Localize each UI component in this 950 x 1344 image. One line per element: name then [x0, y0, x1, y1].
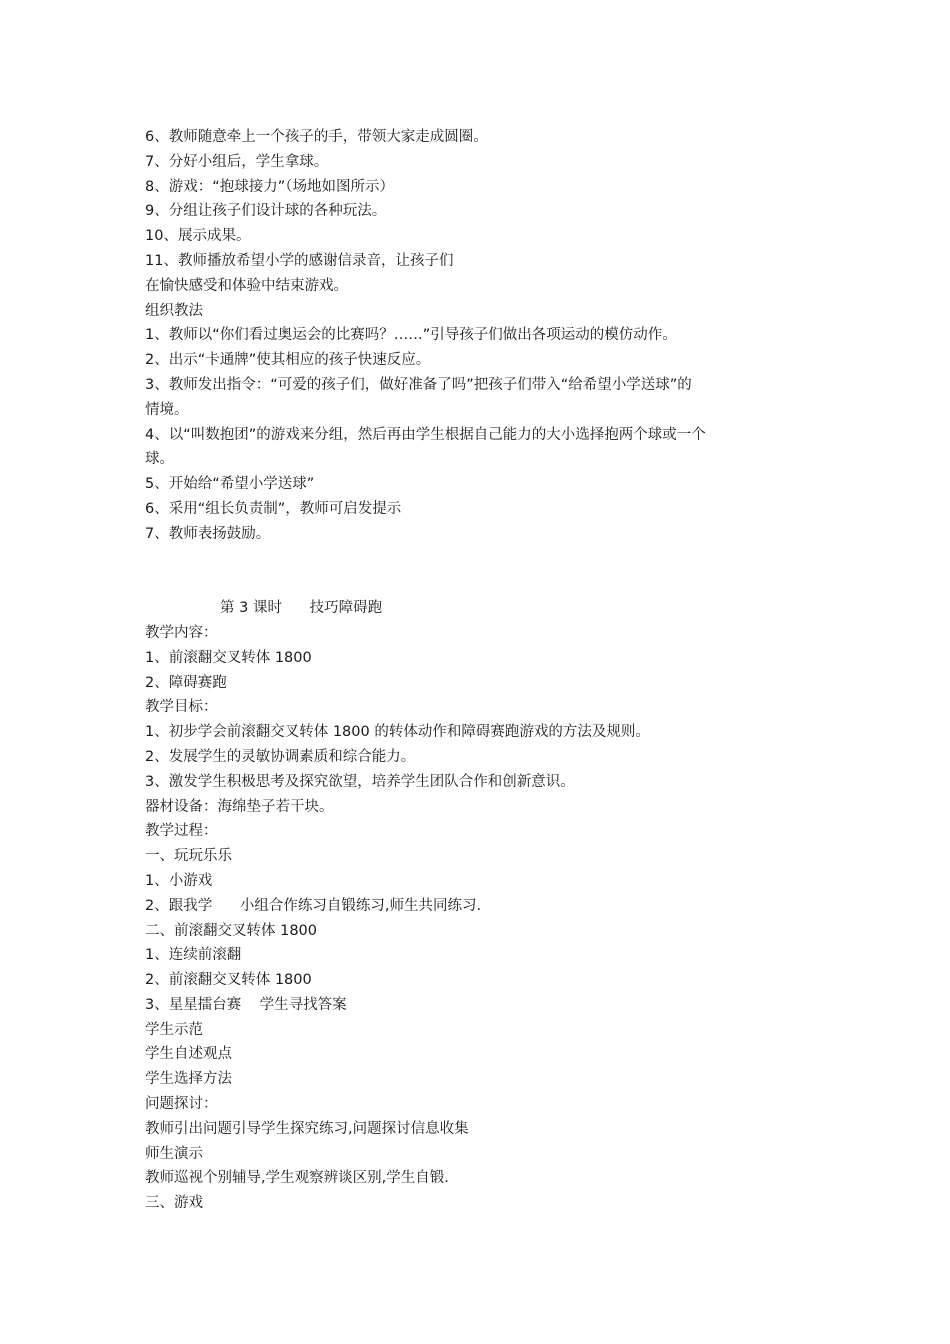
text-line: 3、教师发出指令：“可爱的孩子们，做好准备了吗”把孩子们带入“给希望小学送球”的	[145, 376, 692, 393]
text-line: 9、分组让孩子们设计球的各种玩法。	[145, 203, 387, 220]
section-organization	[145, 125, 825, 547]
text-line: 组织教法	[145, 302, 203, 319]
text-line: 学生选择方法	[145, 1071, 232, 1088]
text-line: 1、小游戏	[145, 872, 213, 889]
text-line: 二、前滚翻交叉转体 1800	[145, 922, 318, 939]
text-line: 教学内容：	[145, 624, 218, 641]
section-spacer	[145, 547, 825, 597]
text-line: 问题探讨：	[145, 1096, 218, 1113]
lesson-title: 第 3 课时 技巧障碍跑	[220, 600, 383, 617]
text-line: 10、展示成果。	[145, 228, 251, 245]
text-line: 2、出示“卡通牌”使其相应的孩子快速反应。	[145, 352, 431, 369]
text-line: 教学目标：	[145, 699, 218, 716]
text-line: 5、开始给“希望小学送球”	[145, 476, 315, 493]
text-line: 球。	[145, 451, 174, 468]
text-line: 教学过程：	[145, 823, 218, 840]
text-line: 6、教师随意牵上一个孩子的手，带领大家走成圆圈。	[145, 129, 488, 145]
text-line: 3、星星擂台赛 学生寻找答案	[145, 996, 347, 1013]
text-line: 2、跟我学 小组合作练习自锻练习,师生共同练习.	[145, 897, 482, 914]
text-line: 1、教师以“你们看过奥运会的比赛吗？……”引导孩子们做出各项运动的模仿动作。	[145, 327, 677, 344]
document-body	[145, 125, 825, 1216]
text-line: 2、前滚翻交叉转体 1800	[145, 972, 312, 989]
text-line: 教师引出问题引导学生探究练习,问题探讨信息收集	[145, 1120, 469, 1137]
text-line: 师生演示	[145, 1145, 203, 1162]
text-line: 3、激发学生积极思考及探究欲望，培养学生团队合作和创新意识。	[145, 773, 575, 790]
section-lesson3	[145, 621, 825, 1216]
text-line: 学生自述观点	[145, 1046, 232, 1063]
text-line: 8、游戏：“抱球接力”（场地如图所示）	[145, 178, 394, 195]
text-line: 1、前滚翻交叉转体 1800	[145, 649, 312, 666]
text-line: 一、玩玩乐乐	[145, 848, 232, 865]
text-line: 7、分好小组后，学生拿球。	[145, 153, 329, 170]
text-line: 器材设备：海绵垫子若干块。	[145, 798, 334, 815]
text-line: 6、采用“组长负责制”，教师可启发提示	[145, 500, 402, 517]
text-line: 学生示范	[145, 1021, 203, 1038]
text-line: 7、教师表扬鼓励。	[145, 525, 271, 542]
text-line: 教师巡视个别辅导,学生观察辨谈区别,学生自锻.	[145, 1170, 449, 1187]
text-line: 11、教师播放希望小学的感谢信录音，让孩子们	[145, 252, 454, 269]
text-line: 1、初步学会前滚翻交叉转体 1800 的转体动作和障碍赛跑游戏的方法及规则。	[145, 724, 650, 741]
text-line: 2、障碍赛跑	[145, 674, 227, 691]
text-line: 1、连续前滚翻	[145, 947, 242, 964]
text-line: 在愉快感受和体验中结束游戏。	[145, 277, 348, 294]
text-line: 2、发展学生的灵敏协调素质和综合能力。	[145, 748, 416, 765]
text-line: 情境。	[145, 401, 189, 418]
text-line: 三、游戏	[145, 1195, 203, 1212]
text-line: 4、以“叫数抱团”的游戏来分组，然后再由学生根据自己能力的大小选择抱两个球或一个	[145, 426, 706, 443]
